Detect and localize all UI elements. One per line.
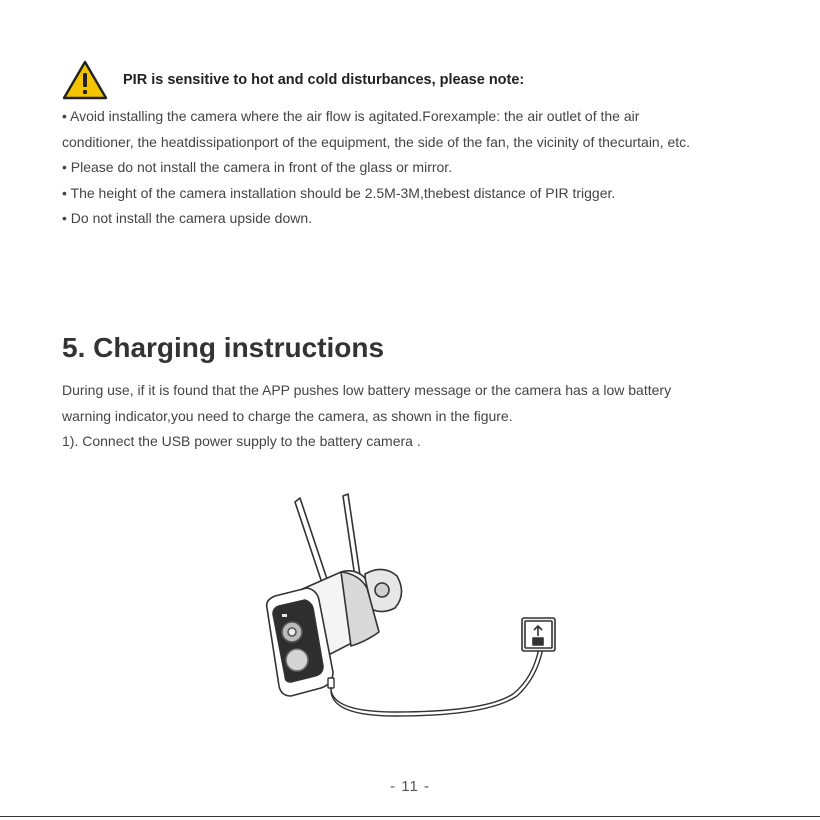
note-line: • Please do not install the camera in front of the glass or mirror. — [62, 159, 453, 175]
charging-figure — [255, 490, 565, 725]
section-title: 5. Charging instructions — [62, 332, 385, 363]
charging-paragraph — [62, 378, 782, 455]
warning-triangle-icon — [62, 60, 108, 100]
paragraph-line: During use, if it is found that the APP pushes low battery message or the camera has a low battery — [62, 382, 672, 398]
battery-camera-icon — [267, 494, 402, 696]
warning-row — [62, 60, 762, 100]
pir-notes-list — [62, 104, 782, 232]
note-line: • The height of the camera installation should be 2.5M-3M,thebest distance of PIR trigger. — [62, 184, 616, 201]
note-line: • Avoid installing the camera where the air flow is agitated.Forexample: the air outlet of the air — [62, 108, 640, 124]
paragraph-line: warning indicator,you need to charge the camera, as shown in the figure. — [62, 407, 513, 424]
warning-title: PIR is sensitive to hot and cold disturbances, please note: — [123, 72, 525, 88]
paragraph-line: 1). Connect the USB power supply to the battery camera . — [62, 433, 421, 449]
page-number: - 11 - — [390, 778, 430, 795]
note-line: • Do not install the camera upside down. — [62, 210, 313, 226]
wall-socket-icon — [522, 618, 555, 651]
bottom-divider — [0, 816, 820, 817]
usb-cable-icon — [328, 648, 543, 716]
note-line: conditioner, the heatdissipationport of the equipment, the side of the fan, the vicinity of thecurtain, etc. — [62, 133, 691, 150]
